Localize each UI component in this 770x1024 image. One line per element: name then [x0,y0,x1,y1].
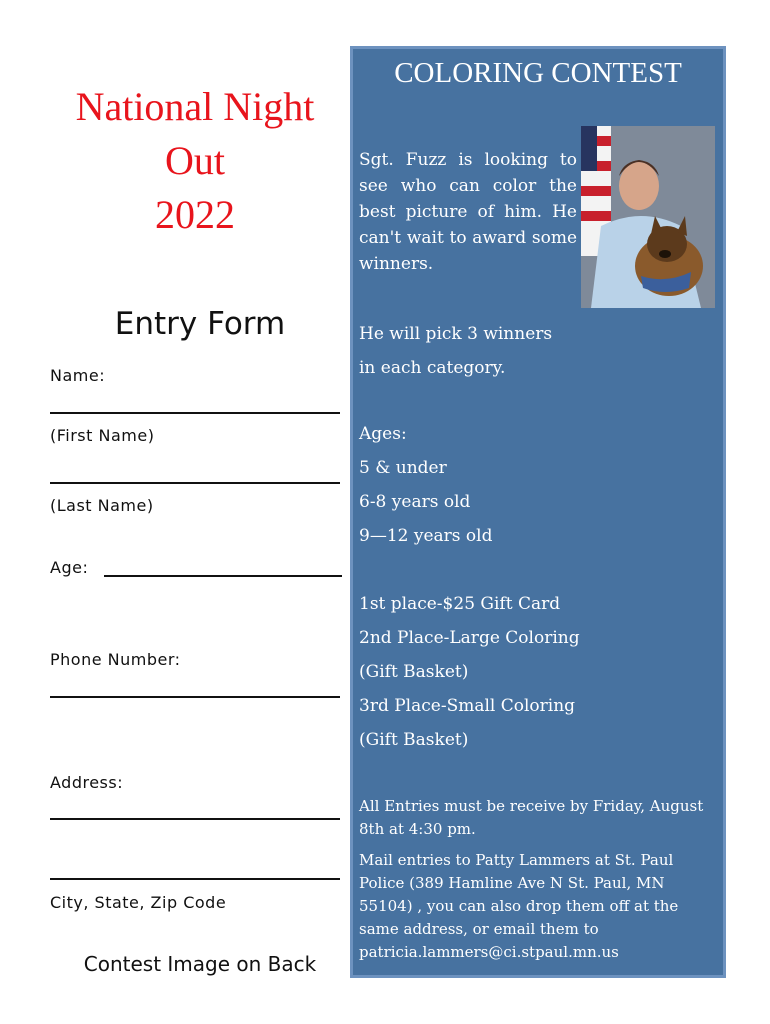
last-name-line[interactable] [50,482,340,484]
age-group-3: 9—12 years old [359,526,493,546]
event-title-line-1: National Night [75,84,315,129]
photo-illustration [581,126,715,308]
prize-2-detail: (Gift Basket) [359,662,469,682]
age-line[interactable] [104,575,342,577]
event-title-line-3: 2022 [155,192,235,237]
first-name-label: (First Name) [50,426,155,445]
address-label: Address: [50,773,124,792]
deadline-note: All Entries must be receive by Friday, August 8th at 4:30 pm. [359,797,704,838]
prize-1: 1st place-$25 Gift Card [359,594,561,614]
event-title [40,80,350,242]
contest-image-note: Contest Image on Back [83,952,317,976]
ages-heading: Ages: [359,424,407,444]
contest-intro: Sgt. Fuzz is looking to see who can color the best picture of him. He can't wait to award some winners. [359,150,577,274]
age-group-1: 5 & under [359,458,447,478]
city-state-zip-label: City, State, Zip Code [50,893,227,912]
mail-instructions: Mail entries to Patty Lammers at St. Paul Police (389 Hamline Ave N St. Paul, MN 55104) , you can also drop them off at the same address, or email them to patricia.lammers@ci.stpaul.mn.us [359,851,679,961]
officer-with-dog-photo [581,126,715,308]
name-label: Name: [50,366,106,385]
phone-label: Phone Number: [50,650,181,669]
address-line[interactable] [50,818,340,820]
first-name-line[interactable] [50,412,340,414]
city-state-zip-line[interactable] [50,878,340,880]
entry-form-heading: Entry Form [114,306,286,342]
winners-line-1: He will pick 3 winners [359,324,553,344]
prize-3: 3rd Place-Small Coloring [359,696,576,716]
event-title-line-2: Out [165,138,225,183]
last-name-label: (Last Name) [50,496,154,515]
age-group-2: 6-8 years old [359,492,471,512]
age-label: Age: [50,558,89,577]
prize-2: 2nd Place-Large Coloring [359,628,580,648]
phone-line[interactable] [50,696,340,698]
contest-title: COLORING CONTEST [394,57,682,89]
prize-3-detail: (Gift Basket) [359,730,469,750]
winners-line-2: in each category. [359,358,506,378]
contest-info-panel [350,46,726,978]
